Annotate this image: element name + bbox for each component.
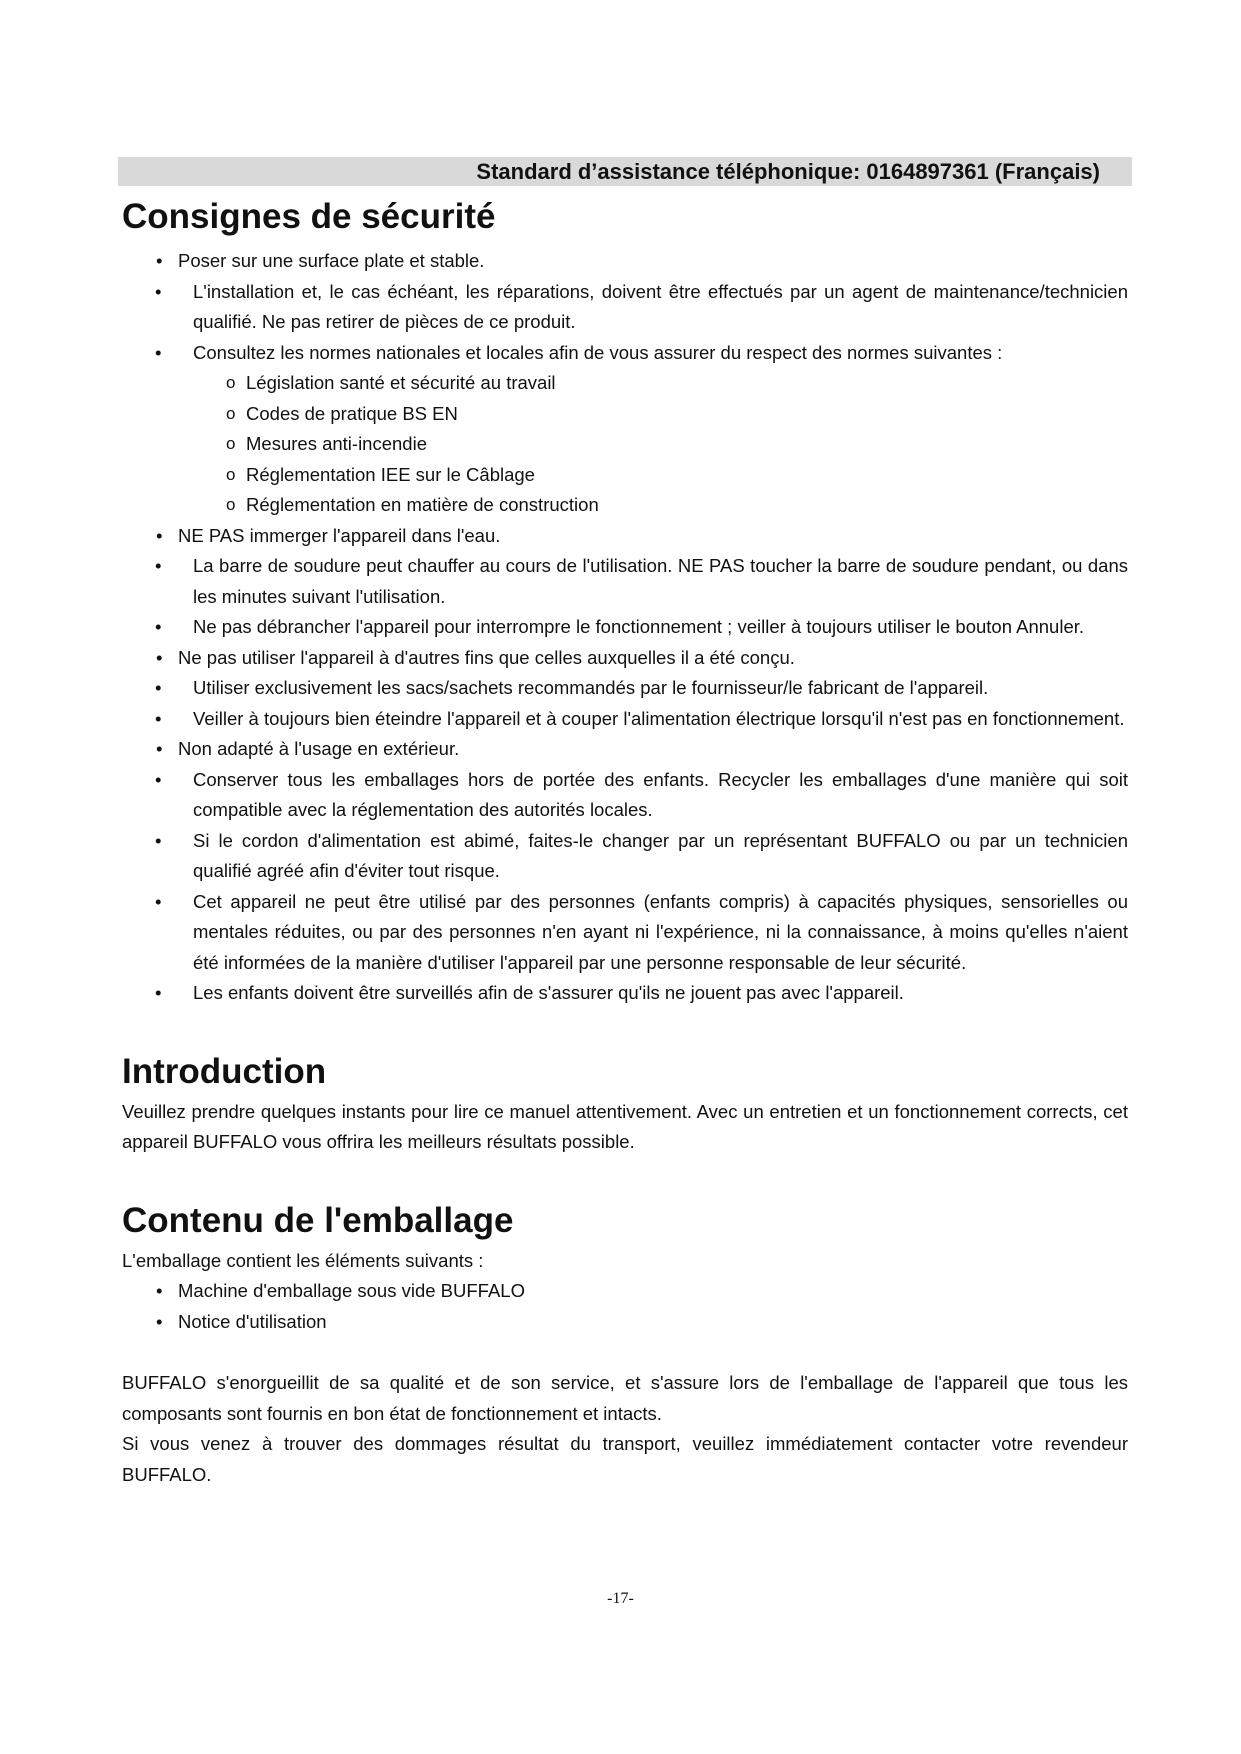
page-number: -17-	[607, 1590, 634, 1607]
safety-item: • Consultez les normes nationales et locales afin de vous assurer du respect des normes suivantes : o Législation santé et sécurité au travail o Codes de pratique BS EN o Mesures anti-incendie o Réglementation IEE sur le Câblage o Réglementation en matière de construction	[122, 338, 1128, 521]
safety-item: • Cet appareil ne peut être utilisé par des personnes (enfants compris) à capacités physiques, sensorielles ou mentales réduites, ou par des personnes n'en ayant ni l'expérience, ni la connaissance, à moins qu'elles n'aient été informées de la manière d'utiliser l'appareil par une personne responsable de leur sécurité.	[155, 890, 1128, 973]
safety-item: • Si le cordon d'alimentation est abimé, faites-le changer par un représentant BUFFALO ou par un technicien qualifié agréé afin d'éviter tout risque.	[155, 829, 1128, 881]
safety-item: • Ne pas débrancher l'appareil pour interrompre le fonctionnement ; veiller à toujours utiliser le bouton Annuler.	[155, 616, 1085, 637]
introduction-section	[122, 1047, 1128, 1158]
safety-item: • Non adapté à l'usage en extérieur.	[156, 738, 460, 759]
package-title: Contenu de l'emballage	[122, 1200, 514, 1240]
standards-subitem: o Législation santé et sécurité au travail	[226, 372, 556, 393]
standards-subitem: o Réglementation en matière de construction	[226, 494, 599, 515]
safety-item: • NE PAS immerger l'appareil dans l'eau.	[156, 524, 501, 546]
safety-list	[122, 246, 1128, 1009]
support-hotline-text: Standard d’assistance téléphonique: 0164897361 (Français)	[476, 159, 1100, 184]
safety-item: • L'installation et, le cas échéant, les réparations, doivent être effectués par un agent de maintenance/technicien qualifié. Ne pas retirer de pièces de ce produit.	[155, 280, 1128, 332]
introduction-title: Introduction	[122, 1051, 327, 1091]
introduction-text: Veuillez prendre quelques instants pour lire ce manuel attentivement. Avec un entretien et un fonctionnement corrects, cet appareil BUFFALO vous offrira les meilleurs résultats possible.	[122, 1100, 1128, 1152]
standards-subitem: o Codes de pratique BS EN	[226, 402, 458, 424]
safety-item: • Les enfants doivent être surveillés afin de s'assurer qu'ils ne jouent pas avec l'appareil.	[155, 982, 904, 1003]
safety-item: • Utiliser exclusivement les sacs/sachets recommandés par le fournisseur/le fabricant de l'appareil.	[155, 677, 989, 698]
safety-item: • La barre de soudure peut chauffer au cours de l'utilisation. NE PAS toucher la barre de soudure pendant, ou dans les minutes suivant l'utilisation.	[155, 555, 1128, 607]
safety-item: • Conserver tous les emballages hors de portée des enfants. Recycler les emballages d'une manière qui soit compatible avec la réglementation des autorités locales.	[155, 768, 1128, 820]
safety-title: Consignes de sécurité	[122, 197, 496, 236]
safety-item: • Poser sur une surface plate et stable.	[156, 250, 485, 271]
support-hotline-banner	[118, 157, 1132, 186]
package-item: • Notice d'utilisation	[156, 1310, 327, 1332]
standards-subitem: o Réglementation IEE sur le Câblage	[226, 463, 535, 485]
safety-item: • Ne pas utiliser l'appareil à d'autres fins que celles auxquelles il a été conçu.	[156, 646, 795, 668]
package-list	[122, 1276, 1128, 1337]
package-item: • Machine d'emballage sous vide BUFFALO	[156, 1280, 525, 1301]
package-section	[122, 1196, 1128, 1491]
safety-item: • Veiller à toujours bien éteindre l'appareil et à couper l'alimentation électrique lorsqu'il n'est pas en fonctionnement.	[155, 707, 1125, 729]
standards-sublist	[122, 368, 1128, 521]
document-page	[122, 192, 1128, 1490]
package-intro: L'emballage contient les éléments suivants :	[122, 1249, 484, 1271]
standards-subitem: o Mesures anti-incendie	[226, 433, 427, 454]
damage-statement: Si vous venez à trouver des dommages résultat du transport, veuillez immédiatement contacter votre revendeur BUFFALO.	[122, 1433, 1128, 1485]
quality-statement: BUFFALO s'enorgueillit de sa qualité et de son service, et s'assure lors de l'emballage de l'appareil que tous les composants sont fournis en bon état de fonctionnement et intacts.	[122, 1372, 1128, 1424]
